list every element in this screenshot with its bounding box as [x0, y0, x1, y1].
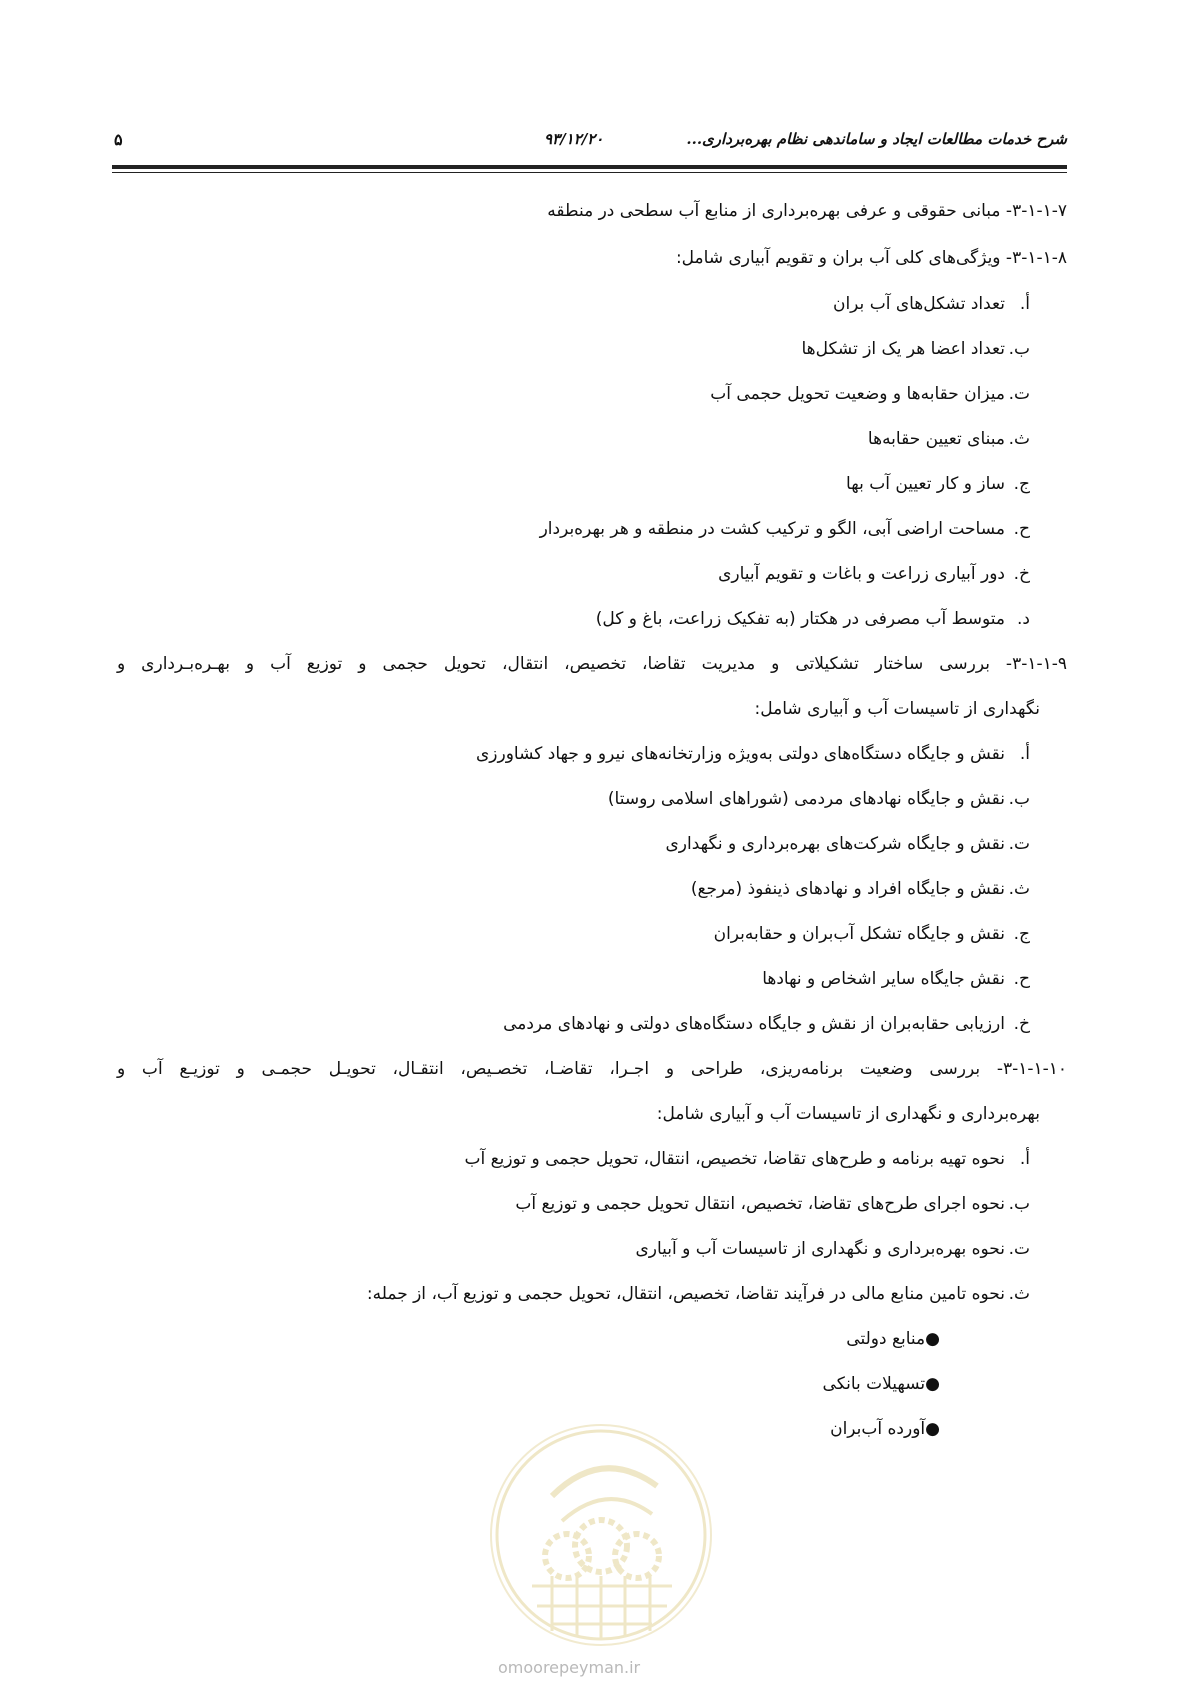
list-item: [868, 426, 1030, 452]
list-item: [596, 606, 1030, 632]
item-marker: ب.: [1008, 1194, 1030, 1214]
item-text: میزان حقابه‌ها و وضعیت تحویل حجمی آب: [710, 384, 1005, 404]
item-text: نقش و جایگاه نهادهای مردمی (شوراهای اسلامی روستا): [607, 789, 1005, 809]
item-marker: أ.: [1019, 1149, 1030, 1169]
list-item: [718, 561, 1030, 587]
document-date: ۹۳/۱۲/۲۰: [544, 130, 604, 148]
item-text: نقش و جایگاه تشکل آب‌بران و حقابه‌بران: [713, 924, 1005, 944]
item-marker: ت.: [1008, 384, 1030, 404]
section-title: مبانی حقوقی و عرفی بهره‌برداری از منابع آب سطحی در منطقه: [547, 201, 1001, 221]
page-header: [112, 130, 1067, 160]
list-item: [608, 786, 1030, 812]
item-marker: خ.: [1013, 564, 1030, 584]
item-text: نقش و جایگاه شرکت‌های بهره‌برداری و نگهداری: [665, 834, 1005, 854]
section-title: ویژگی‌های کلی آب بران و تقویم آبیاری شامل:: [675, 248, 1001, 268]
section-heading: [117, 651, 1067, 677]
list-item: [762, 966, 1030, 992]
list-item: [540, 516, 1030, 542]
item-text: مساحت اراضی آبی، الگو و ترکیب کشت در منطقه و هر بهره‌بردار: [539, 519, 1005, 539]
bullet-text: آورده آب‌بران: [830, 1419, 926, 1439]
list-item: [515, 1191, 1030, 1217]
section-heading-continuation: بهره‌برداری و نگهداری از تاسیسات آب و آبیاری شامل:: [656, 1104, 1040, 1124]
item-text: نحوه تامین منابع مالی در فرآیند تقاضا، تخصیص، انتقال، تحویل حجمی و توزیع آب، از جمله:: [366, 1284, 1005, 1304]
bullet-icon: ●: [925, 1374, 940, 1394]
list-item: [367, 1281, 1030, 1307]
list-item: [464, 1146, 1030, 1172]
page-number: ۵: [114, 130, 123, 149]
item-marker: ب.: [1008, 339, 1030, 359]
item-text: نحوه تهیه برنامه و طرح‌های تقاضا، تخصیص، انتقال، تحویل حجمی و توزیع آب: [464, 1149, 1005, 1169]
item-marker: ت.: [1008, 1239, 1030, 1259]
item-text: نقش جایگاه سایر اشخاص و نهادها: [762, 969, 1005, 989]
list-item: [503, 1011, 1030, 1037]
bullet-icon: ●: [925, 1419, 940, 1439]
item-text: ارزیابی حقابه‌بران از نقش و جایگاه دستگاه‌های دولتی و نهادهای مردمی: [503, 1014, 1005, 1034]
item-marker: د.: [1017, 609, 1030, 629]
header-rule-thick: [112, 165, 1067, 169]
watermark-domain: omoorepeyman.ir: [498, 1658, 641, 1677]
item-marker: ج.: [1013, 924, 1030, 944]
item-marker: خ.: [1013, 1014, 1030, 1034]
section-number: ۳-۱-۱-۷-: [1005, 201, 1067, 221]
bullet-text: تسهیلات بانکی: [822, 1374, 926, 1394]
list-item: [802, 336, 1031, 362]
section-number: ۳-۱-۱-۸-: [1005, 248, 1067, 268]
item-text: نقش و جایگاه دستگاه‌های دولتی به‌ویژه وزارتخانه‌های نیرو و جهاد کشاورزی: [475, 744, 1005, 764]
list-item: [476, 741, 1030, 767]
item-text: متوسط آب مصرفی در هکتار (به تفکیک زراعت، باغ و کل): [595, 609, 1005, 629]
section-title: بررسی ساختار تشکیلاتی و مدیریت تقاضا، تخصیص، انتقال، تحویل حجمی و توزیع آب و بهـره‌بـرداری و: [117, 654, 990, 674]
list-item: [714, 921, 1030, 947]
list-item: [846, 471, 1030, 497]
list-item: [635, 1236, 1030, 1262]
item-marker: ج.: [1013, 474, 1030, 494]
list-item: [666, 831, 1031, 857]
item-marker: ت.: [1008, 834, 1030, 854]
item-text: تعداد تشکل‌های آب بران: [832, 294, 1005, 314]
watermark-seal-icon: [492, 1426, 710, 1644]
watermark-logo: [490, 1424, 712, 1646]
item-marker: ث.: [1008, 879, 1030, 899]
list-item: [691, 876, 1030, 902]
section-number: ۳-۱-۱-۹-: [1005, 654, 1067, 674]
bullet-item: [846, 1326, 940, 1352]
item-marker: ث.: [1008, 1284, 1030, 1304]
item-text: ساز و کار تعیین آب بها: [846, 474, 1005, 494]
item-text: نقش و جایگاه افراد و نهادهای ذینفوذ (مرجع): [690, 879, 1005, 899]
item-marker: ح.: [1013, 519, 1030, 539]
bullet-item: [830, 1416, 940, 1442]
item-marker: ث.: [1008, 429, 1030, 449]
section-title: بررسی وضعیت برنامه‌ریزی، طراحی و اجـرا، تقاضـا، تخصـیص، انتقـال، تحویـل حجمـی و توزیـع آب و: [117, 1059, 981, 1079]
bullet-text: منابع دولتی: [846, 1329, 926, 1349]
item-text: تعداد اعضا هر یک از تشکل‌ها: [801, 339, 1005, 359]
item-text: مبنای تعیین حقابه‌ها: [867, 429, 1005, 449]
header-rule-thin: [112, 172, 1067, 173]
bullet-item: [823, 1371, 940, 1397]
item-marker: ح.: [1013, 969, 1030, 989]
bullet-icon: ●: [925, 1329, 940, 1349]
section-heading: [547, 198, 1067, 224]
item-marker: أ.: [1019, 744, 1030, 764]
item-text: دور آبیاری زراعت و باغات و تقویم آبیاری: [718, 564, 1005, 584]
list-item: [710, 381, 1030, 407]
item-marker: أ.: [1019, 294, 1030, 314]
item-marker: ب.: [1008, 789, 1030, 809]
document-title: شرح خدمات مطالعات ایجاد و ساماندهی نظام بهره‌برداری...: [686, 130, 1067, 148]
section-number: ۳-۱-۱-۱۰-: [996, 1059, 1068, 1079]
section-heading-continuation: نگهداری از تاسیسات آب و آبیاری شامل:: [754, 699, 1040, 719]
list-item: [833, 291, 1030, 317]
item-text: نحوه اجرای طرح‌های تقاضا، تخصیص، انتقال تحویل حجمی و توزیع آب: [515, 1194, 1005, 1214]
section-heading: [676, 245, 1067, 271]
item-text: نحوه بهره‌برداری و نگهداری از تاسیسات آب و آبیاری: [635, 1239, 1005, 1259]
section-heading: [117, 1056, 1067, 1082]
